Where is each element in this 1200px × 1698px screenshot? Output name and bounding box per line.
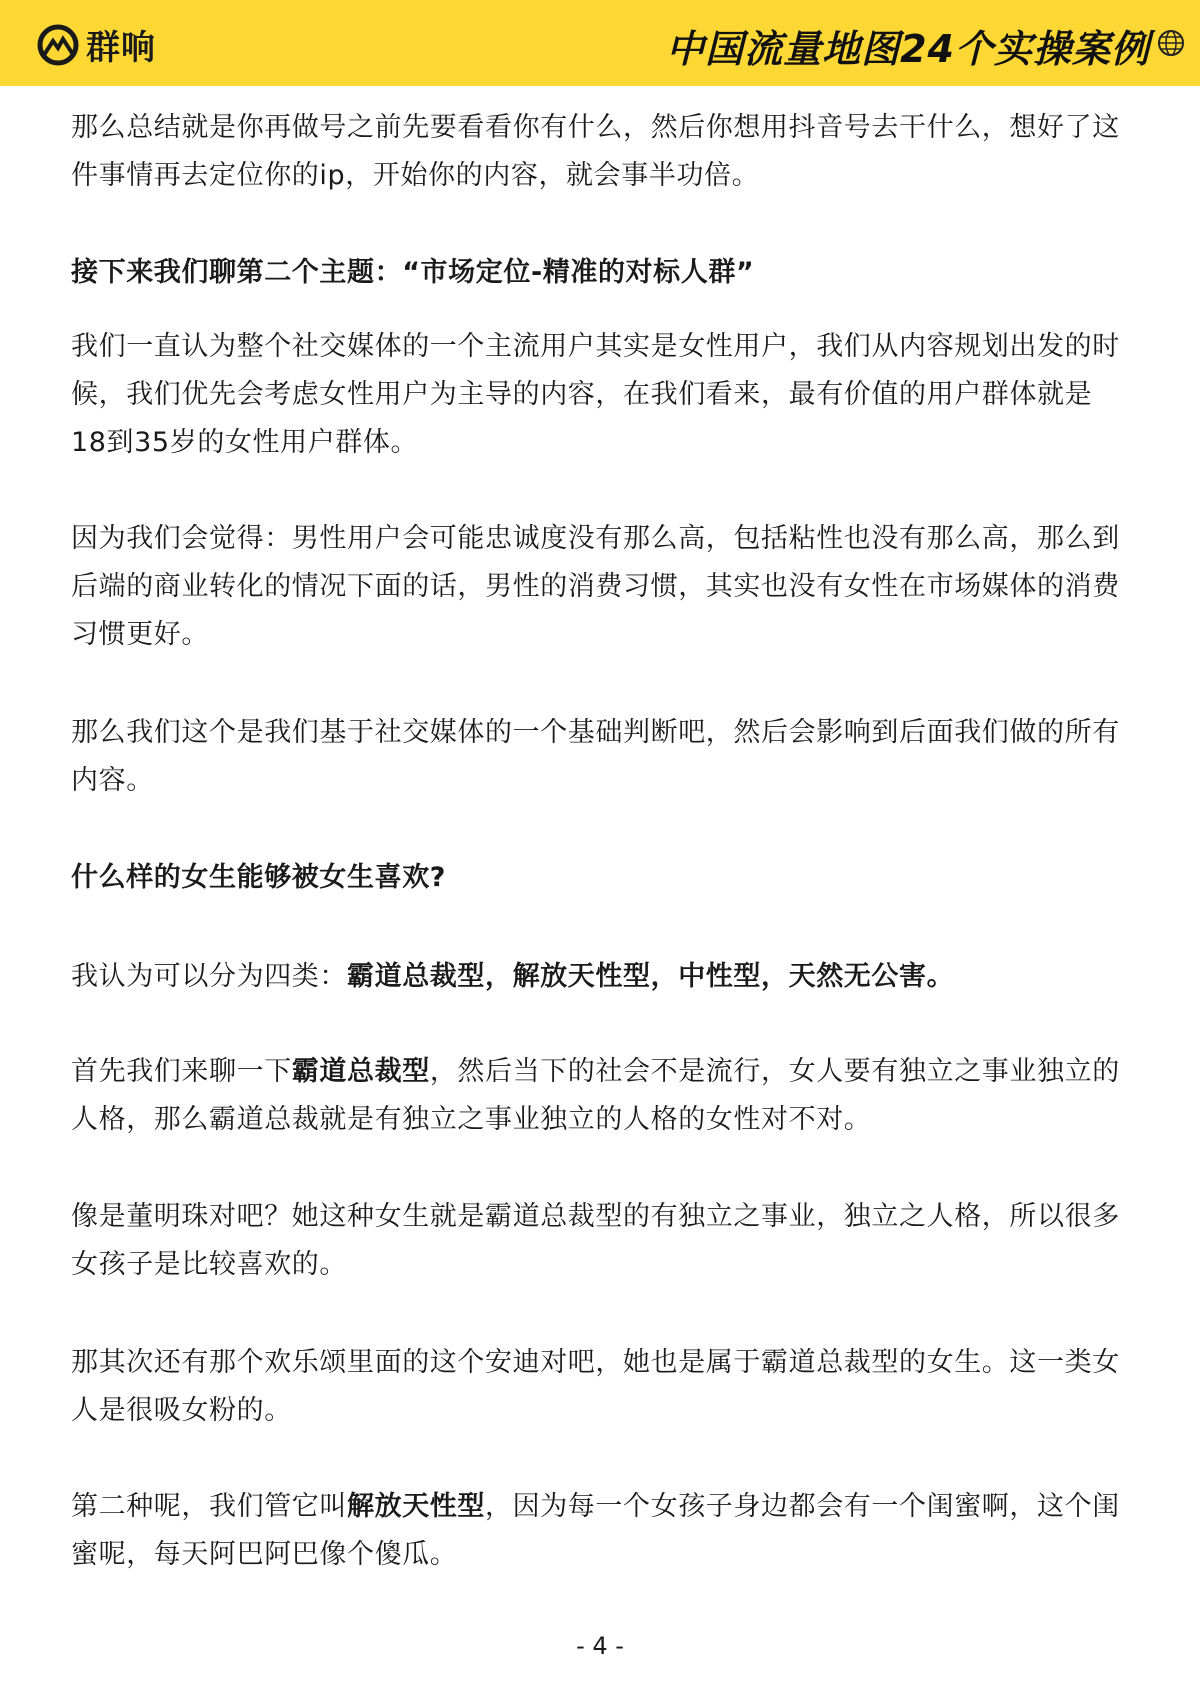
section-heading <box>71 854 1123 902</box>
bold-text: 解放天性型 <box>347 1491 485 1522</box>
text-run: 我认为可以分为四类： <box>71 961 347 992</box>
text-run: 接下来我们聊第二个主题：“市场定位-精准的对标人群” <box>71 257 755 288</box>
text-run: 因为我们会觉得：男性用户会可能忠诚度没有那么高，包括粘性也没有那么高，那么到后端的商业转化的情况下面的话，男性的消费习惯，其实也没有女性在市场媒体的消费习惯更好。 <box>71 523 1120 650</box>
text-run: 什么样的女生能够被女生喜欢? <box>71 862 447 893</box>
brand-logo <box>36 20 156 69</box>
paragraph <box>71 1483 1123 1579</box>
text-run: 那么总结就是你再做号之前先要看看你有什么，然后你想用抖音号去干什么，想好了这件事情再去定位你的ip，开始你的内容，就会事半功倍。 <box>71 112 1120 191</box>
bold-text: 霸道总裁型 <box>291 1056 430 1087</box>
paragraph <box>71 104 1123 200</box>
paragraph <box>71 1193 1123 1289</box>
text-run: 像是董明珠对吧？她这种女生就是霸道总裁型的有独立之事业，独立之人格，所以很多女孩子是比较喜欢的。 <box>71 1201 1120 1280</box>
page-number: - 4 - <box>576 1632 624 1660</box>
paragraph <box>71 1048 1123 1144</box>
paragraph <box>71 953 1123 1001</box>
text-run: 那其次还有那个欢乐颂里面的这个安迪对吧，她也是属于霸道总裁型的女生。这一类女人是很吸女粉的。 <box>71 1347 1120 1426</box>
section-heading <box>71 249 1123 297</box>
text-run: 那么我们这个是我们基于社交媒体的一个基础判断吧，然后会影响到后面我们做的所有内容。 <box>71 717 1120 796</box>
paragraph <box>71 515 1123 659</box>
text-run: ，因为每一个女孩子身边都会有一个闺蜜啊，这个闺蜜呢，每天阿巴阿巴像个傻瓜。 <box>71 1491 1120 1570</box>
text-run: 首先我们来聊一下 <box>71 1056 292 1087</box>
text-run: 我们一直认为整个社交媒体的一个主流用户其实是女性用户，我们从内容规划出发的时候，我们优先会考虑女性用户为主导的内容，在我们看来，最有价值的用户群体就是18到35岁的女性用户群体。 <box>71 331 1120 458</box>
document-title: 中国流量地图24个实操案例 <box>666 27 1150 71</box>
text-run: ，然后当下的社会不是流行，女人要有独立之事业独立的人格，那么霸道总裁就是有独立之事业独立的人格的女性对不对。 <box>71 1056 1120 1135</box>
brand-name: 群响 <box>86 28 156 68</box>
bold-text: 霸道总裁型，解放天性型，中性型，天然无公害。 <box>347 961 955 992</box>
globe-icon <box>1156 28 1186 58</box>
mountain-logo-icon <box>36 23 80 67</box>
text-run: 第二种呢，我们管它叫 <box>71 1491 347 1522</box>
paragraph <box>71 323 1123 467</box>
paragraph <box>71 1339 1123 1435</box>
page-header <box>0 0 1200 86</box>
paragraph <box>71 709 1123 805</box>
